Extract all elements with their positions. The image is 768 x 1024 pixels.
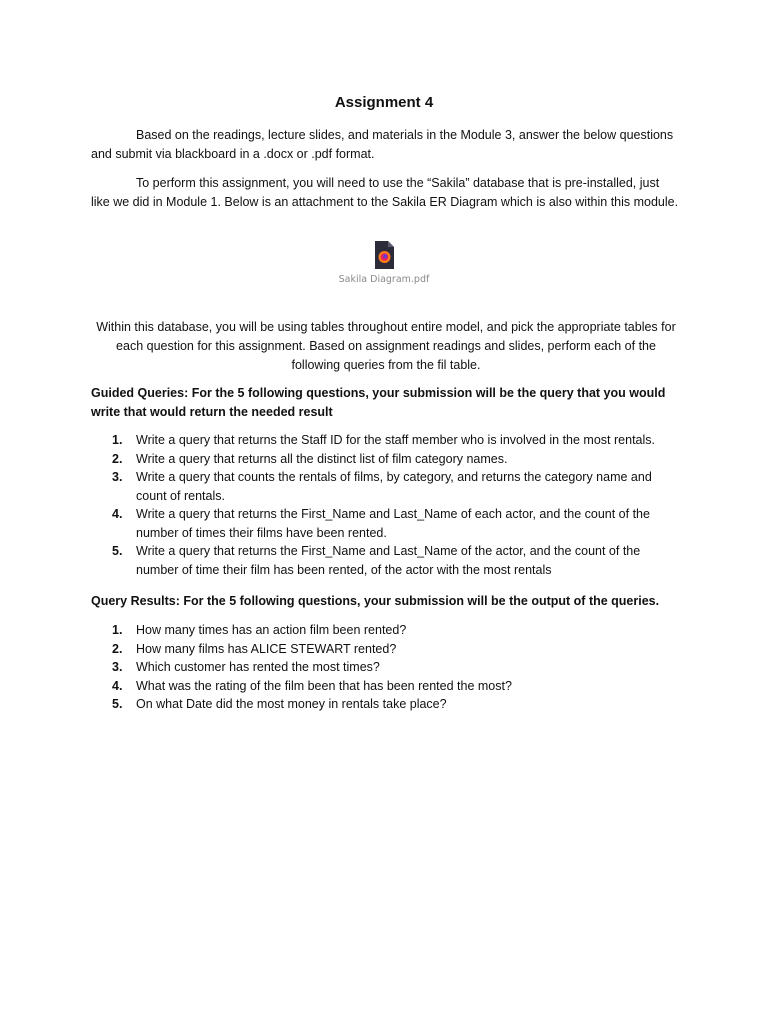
list-item: 2. Write a query that returns all the distinct list of film category names.	[112, 451, 508, 466]
intro-paragraph-1: Based on the readings, lecture slides, and materials in the Module 3, answer the below questions and submit via blackboard in a .docx or .pdf format.	[91, 128, 674, 161]
guided-queries-list	[91, 431, 681, 579]
list-item: 5. On what Date did the most money in rentals take place?	[112, 697, 447, 711]
query-results-heading: Query Results: For the 5 following questions, your submission will be the output of the queries.	[91, 594, 660, 608]
guided-queries-heading: Guided Queries: For the 5 following questions, your submission will be the query that you would write that would return the needed result	[91, 386, 666, 419]
intro-paragraph-2: To perform this assignment, you will need to use the “Sakila” database that is pre-installed, just like we did in Module 1. Below is an attachment to the Sakila ER Diagram which is also within this module.	[91, 176, 679, 209]
list-item: 3. Write a query that counts the rentals of films, by category, and returns the category name and count of rentals.	[112, 470, 652, 503]
list-item: 3. Which customer has rented the most times?	[112, 660, 380, 674]
list-item: 4. What was the rating of the film been that has been rented the most?	[112, 678, 512, 693]
document-title: Assignment 4	[334, 94, 434, 111]
list-item: 2. How many films has ALICE STEWART rented?	[112, 641, 397, 656]
query-results-list	[91, 621, 681, 714]
attachment-sakila-diagram[interactable]	[328, 240, 440, 285]
list-item: 4. Write a query that returns the First_Name and Last_Name of each actor, and the count of the number of times their films have been rented.	[112, 507, 650, 540]
pdf-file-icon	[373, 240, 395, 270]
list-item: 1. How many times has an action film been rented?	[112, 623, 407, 637]
list-item: 1. Write a query that returns the Staff ID for the staff member who is involved in the most rentals.	[112, 433, 655, 447]
list-item: 5. Write a query that returns the First_Name and Last_Name of the actor, and the count of the number of time their film has been rented, of the actor with the most rentals	[112, 544, 641, 577]
body-paragraph-3: Within this database, you will be using tables throughout entire model, and pick the appropriate tables for each question for this assignment. Based on assignment readings and slides, perform each of the following queries from the fil table.	[96, 320, 676, 372]
attachment-filename: Sakila Diagram.pdf	[338, 274, 430, 285]
